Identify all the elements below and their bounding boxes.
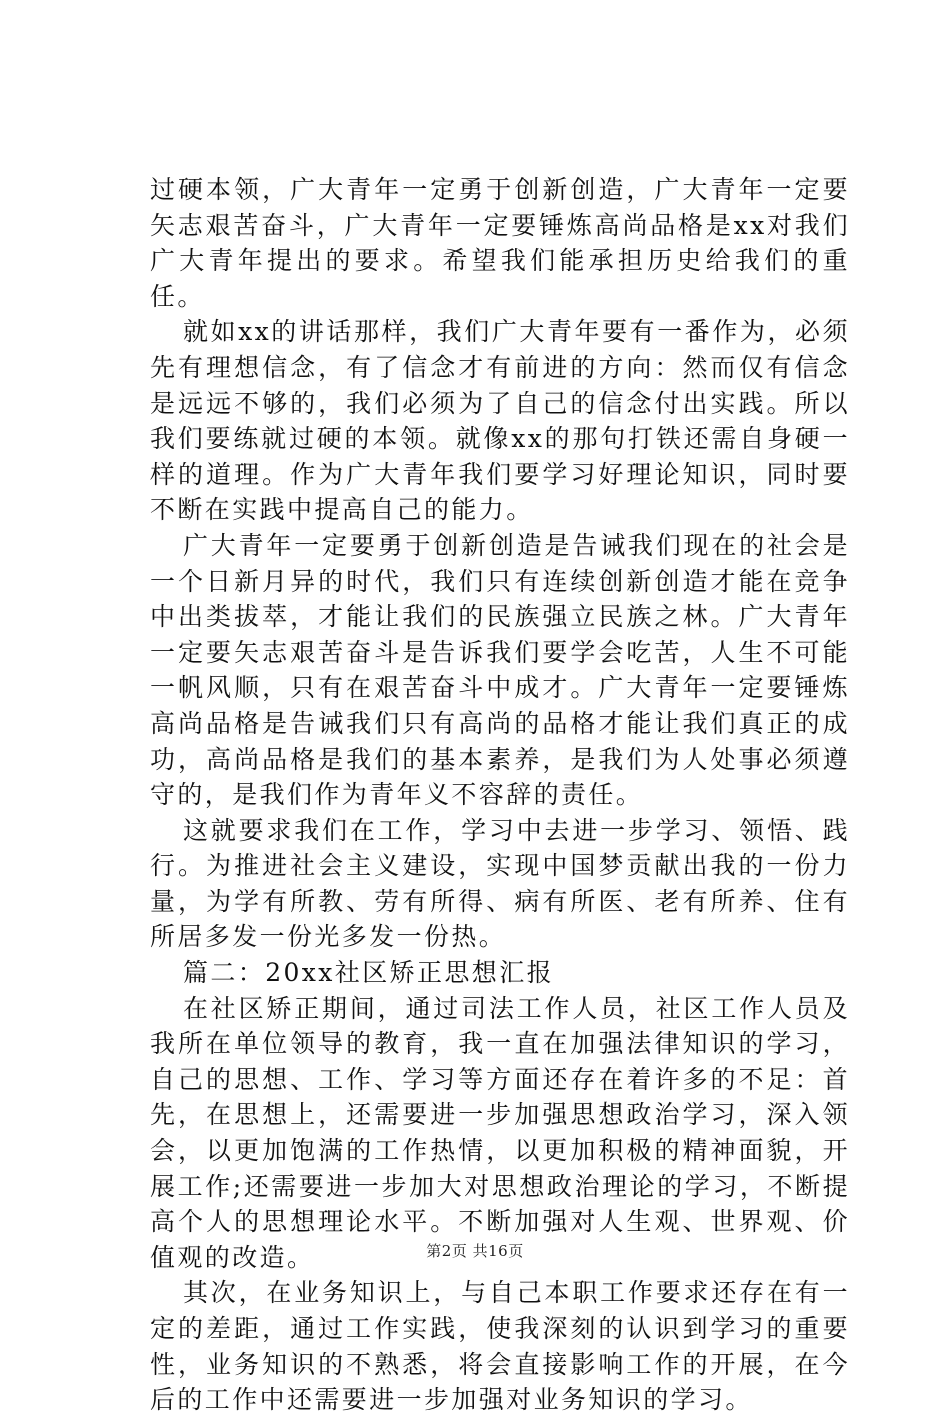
paragraph: 就如xx的讲话那样，我们广大青年要有一番作为，必须先有理想信念，有了信念才有前进的方向：然而仅有信念是远远不够的，我们必须为了自己的信念付出实践。所以我们要练就过硬的本领。就像xx的那句打铁还需自身硬一样的道理。作为广大青年我们要学习好理论知识，同时要不断在实践中提高自己的能力。 [150, 317, 850, 525]
section-heading: 篇二：20xx社区矫正思想汇报 [183, 958, 555, 988]
paragraph: 在社区矫正期间，通过司法工作人员，社区工作人员及我所在单位领导的教育，我一直在加强法律知识的学习，自己的思想、工作、学习等方面还存在着许多的不足：首先，在思想上，还需要进一步加强思想政治学习，深入领会，以更加饱满的工作热情，以更加积极的精神面貌，开展工作;还需要进一步加大对思想政治理论的学习，不断提高个人的思想理论水平。不断加强对人生观、世界观、价值观的改造。 [150, 993, 850, 1272]
paragraph: 这就要求我们在工作，学习中去进一步学习、领悟、践行。为推进社会主义建设，实现中国梦贡献出我的一份力量，为学有所教、劳有所得、病有所医、老有所养、住有所居多发一份光多发一份热。 [150, 815, 850, 952]
page-number: 第2页 共16页 [426, 1242, 524, 1260]
paragraph-continuation: 过硬本领，广大青年一定勇于创新创造，广大青年一定要矢志艰苦奋斗，广大青年一定要锤炼高尚品格是xx对我们广大青年提出的要求。希望我们能承担历史给我们的重任。 [150, 175, 850, 311]
document-body [150, 172, 850, 1418]
paragraph: 广大青年一定要勇于创新创造是告诫我们现在的社会是一个日新月异的时代，我们只有连续创新创造才能在竞争中出类拔萃，才能让我们的民族强立民族之林。广大青年一定要矢志艰苦奋斗是告诉我们要学会吃苦，人生不可能一帆风顺，只有在艰苦奋斗中成才。广大青年一定要锤炼高尚品格是告诫我们只有高尚的品格才能让我们真正的成功，高尚品格是我们的基本素养，是我们为人处事必须遵守的，是我们作为青年义不容辞的责任。 [150, 530, 850, 810]
paragraph: 其次，在业务知识上，与自己本职工作要求还存在有一定的差距，通过工作实践，使我深刻的认识到学习的重要性，业务知识的不熟悉，将会直接影响工作的开展，在今后的工作中还需要进一步加强对业务知识的学习。 [150, 1278, 850, 1415]
